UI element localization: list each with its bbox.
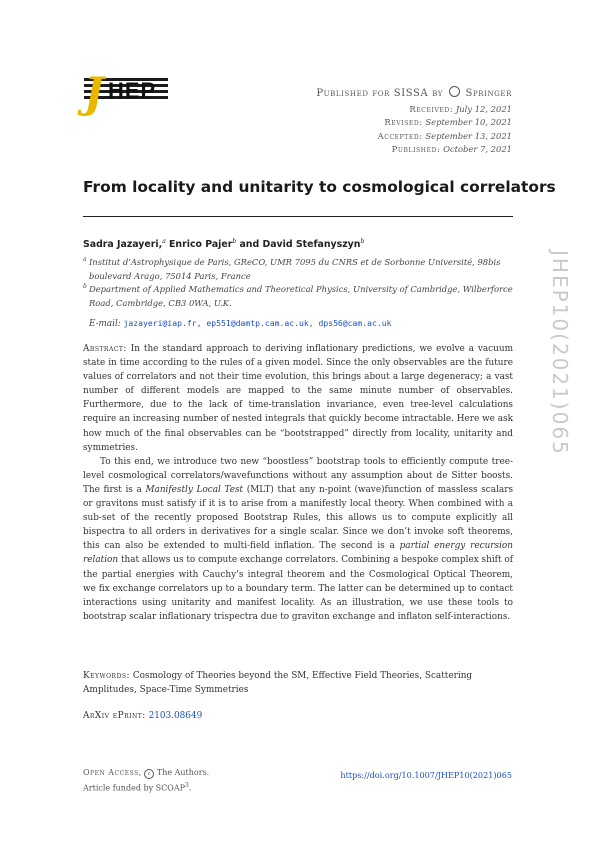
published-prefix: Published for SISSA by: [316, 88, 443, 99]
doi-link[interactable]: https://doi.org/10.1007/JHEP10(2021)065: [340, 770, 512, 780]
logo-text: HEP: [108, 78, 157, 103]
keywords-label: Keywords:: [83, 671, 130, 681]
sidebar-journal-id: JHEP10(2021)065: [548, 250, 572, 456]
email-line: E-mail: jazayeri@iap.fr, ep551@damtp.cam.ac.uk, dps56@cam.ac.uk: [89, 318, 392, 329]
copyright-cc-icon: c: [144, 769, 154, 779]
publisher-line: [316, 86, 512, 99]
author-name: Sadra Jazayeri,: [83, 239, 163, 251]
email-addresses[interactable]: jazayeri@iap.fr, ep551@damtp.cam.ac.uk, dps56@cam.ac.uk: [123, 318, 392, 328]
springer-horse-icon: [449, 86, 460, 97]
affiliation-b: b Department of Applied Mathematics and Theoretical Physics, University of Cambridge, Wilberforce Road, Cambridge, CB3 0WA, U.K.: [83, 283, 513, 308]
logo-j-letter: J: [84, 68, 104, 117]
abstract-paragraph: Abstract: In the standard approach to deriving inflationary predictions, we evolve a vacuum state in time according to the rules of a given model. Since the only observables are the future values of correlators and not their time evolution, this brings about a large degeneracy; a vast number of different models are mapped to the same minute number of observables. Furthermore, due to the lack of time-translation invariance, even tree-level calculations require an increasing number of nested integrals that quickly become intractable. Here we ask how much of the final observables can be “bootstrapped” directly from locality, unitarity and symmetries.: [83, 344, 513, 453]
arxiv-link[interactable]: 2103.08649: [148, 711, 203, 721]
abstract-label: Abstract:: [83, 344, 127, 354]
date-accepted: Accepted: September 13, 2021: [377, 130, 512, 141]
arxiv-eprint: ArXiv ePrint: 2103.08649: [83, 711, 203, 721]
jhep-logo: [84, 68, 172, 117]
author-name: and David Stefanyszyn: [236, 239, 361, 251]
footer-license: Open Access, c The Authors. Article funded by SCOAP$^3$.: [83, 768, 210, 793]
author-name: Enrico Pajer: [165, 239, 233, 251]
date-published: Published: October 7, 2021: [391, 143, 512, 154]
date-received: Received: July 12, 2021: [409, 104, 512, 114]
publication-dates: [378, 103, 512, 156]
title-rule: [83, 216, 513, 217]
abstract-paragraph: To this end, we introduce two new “boostless” bootstrap tools to efficiently compute tree-level cosmological correlators/wavefunctions without any assumption about de Sitter boosts. The first is a Manifestly Local Test (MLT) that any n-point (wave)function of massless scalars or gravitons must satisfy if it is to arise from a manifestly local theory. When combined with a sub-set of the recently proposed Bootstrap Rules, this allows us to compute explicitly all bispectra to all orders in derivatives for a single scalar. Since we don’t invoke soft theorems, this can also be extended to multi-field inflation. The second is a partial energy recursion relation that allows us to compute exchange correlators. Combining a bespoke complex shift of the partial energies with Cauchy’s integral theorem and the Cosmological Optical Theorem, we fix exchange correlators up to a boundary term. The latter can be determined up to contact interactions using unitarity and manifest locality. As an illustration, we use these tools to bootstrap scalar inflationary trispectra due to graviton exchange and inflaton self-interactions.: [83, 456, 513, 622]
publisher-brand: Springer: [465, 88, 512, 99]
keywords: Keywords: Cosmology of Theories beyond the SM, Effective Field Theories, Scattering Amplitudes, Space-Time Symmetries: [83, 671, 473, 696]
date-revised: Revised: September 10, 2021: [384, 117, 512, 128]
author-list: Sadra Jazayeri,$^a$ Enrico Pajer$^b$ and David Stefanyszyn$^b$: [83, 238, 365, 251]
paper-title: From locality and unitarity to cosmological correlators: [83, 178, 556, 196]
affiliation-a: a Institut d’Astrophysique de Paris, GReCO, UMR 7095 du CNRS et de Sorbonne Université, 98bis boulevard Arago, 75014 Paris, France: [83, 256, 501, 281]
abstract: [83, 342, 513, 624]
